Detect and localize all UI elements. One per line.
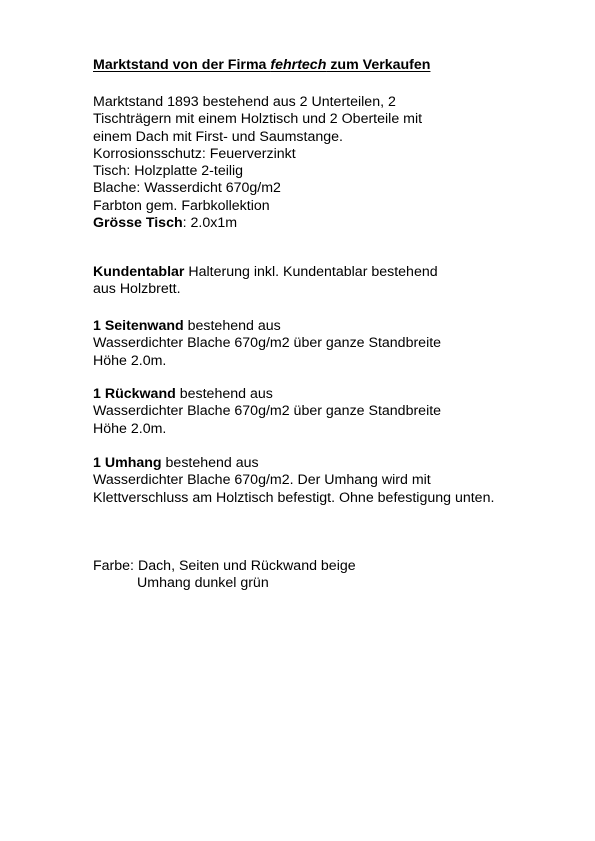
table-size-label: Grösse Tisch (93, 215, 183, 232)
description-line: Blache: Wasserdicht 670g/m2 (93, 180, 281, 197)
description-line: Tischträgern mit einem Holztisch und 2 Oberteile mit (93, 111, 423, 128)
rueckwand-section (93, 386, 441, 438)
kundentablar-text: Halterung inkl. Kundentablar bestehend (184, 264, 438, 280)
rueckwand-line: Höhe 2.0m. (93, 420, 167, 437)
title-prefix: Marktstand von der Firma (93, 57, 271, 73)
seitenwand-section (93, 318, 441, 370)
table-size-value: : 2.0x1m (182, 215, 238, 232)
rueckwand-line: Wasserdichter Blache 670g/m2 über ganze Standbreite (93, 403, 442, 420)
umhang-line: Wasserdichter Blache 670g/m2. Der Umhang wird mit (93, 472, 431, 489)
farbe-section (93, 558, 356, 593)
umhang-heading: 1 Umhang (93, 455, 162, 471)
kundentablar-section (93, 264, 438, 299)
description-line: einem Dach mit First- und Saumstange. (93, 128, 343, 145)
title-brand: fehrtech (270, 57, 327, 73)
umhang-section (93, 455, 494, 507)
description-block (93, 94, 422, 232)
description-line: Farbton gem. Farbkollektion (93, 197, 270, 214)
kundentablar-line: aus Holzbrett. (93, 281, 181, 298)
seitenwand-line: Höhe 2.0m. (93, 352, 167, 369)
umhang-text: bestehend aus (161, 455, 259, 471)
description-line: Korrosionsschutz: Feuerverzinkt (93, 145, 296, 162)
umhang-line: Klettverschluss am Holztisch befestigt. Ohne befestigung unten. (93, 489, 495, 506)
farbe-line: Farbe: Dach, Seiten und Rückwand beige (93, 558, 356, 574)
rueckwand-text: bestehend aus (175, 386, 273, 402)
description-line: Marktstand 1893 bestehend aus 2 Unterteilen, 2 (93, 94, 396, 110)
seitenwand-text: bestehend aus (183, 318, 281, 334)
table-size-line (93, 215, 422, 232)
title-suffix: zum Verkaufen (326, 57, 431, 73)
rueckwand-heading: 1 Rückwand (93, 386, 176, 402)
seitenwand-heading: 1 Seitenwand (93, 318, 184, 334)
seitenwand-line: Wasserdichter Blache 670g/m2 über ganze Standbreite (93, 335, 442, 352)
kundentablar-heading: Kundentablar (93, 264, 185, 280)
farbe-line: Umhang dunkel grün (137, 575, 269, 592)
document-title (93, 57, 430, 73)
description-line: Tisch: Holzplatte 2-teilig (93, 163, 244, 180)
